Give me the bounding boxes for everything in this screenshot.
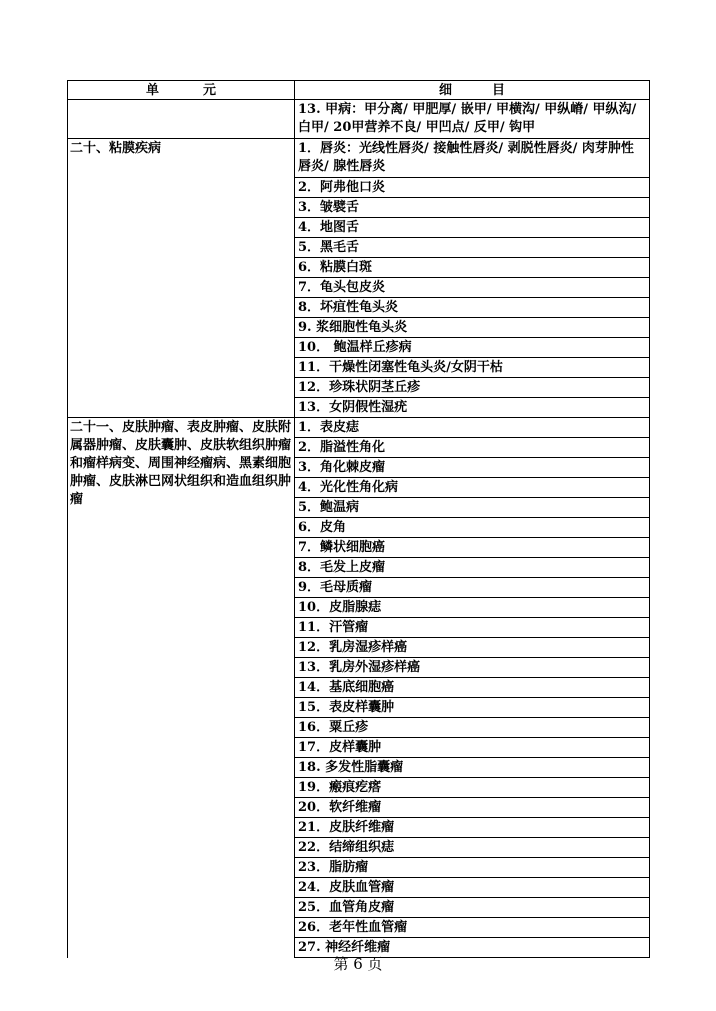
items-column: [294, 139, 650, 418]
item-cell: 3．角化棘皮瘤: [295, 458, 649, 478]
item-cell: 24．皮肤血管瘤: [295, 878, 649, 898]
item-cell: 2．阿弗他口炎: [295, 178, 649, 198]
item-cell: 21．皮肤纤维瘤: [295, 818, 649, 838]
item-cell: 20．软纤维瘤: [295, 798, 649, 818]
header-unit-char-2: 元: [203, 83, 217, 98]
item-cell: 8．坏疽性龟头炎: [295, 298, 649, 318]
catalog-table: [67, 80, 650, 958]
item-cell: 6．粘膜白斑: [295, 258, 649, 278]
item-cell: 10．皮脂腺痣: [295, 598, 649, 618]
item-cell: 2．脂溢性角化: [295, 438, 649, 458]
items-column: [294, 418, 650, 958]
header-items-char-2: 目: [492, 83, 506, 98]
header-unit-char-1: 单: [145, 83, 159, 98]
item-cell: 7．龟头包皮炎: [295, 278, 649, 298]
item-cell: 13．女阴假性湿疣: [295, 398, 649, 418]
item-cell: 17．皮样囊肿: [295, 738, 649, 758]
item-cell: 19．瘢痕疙瘩: [295, 778, 649, 798]
table-group: [67, 418, 650, 958]
item-cell: 4．光化性角化病: [295, 478, 649, 498]
item-cell: 18. 多发性脂囊瘤: [295, 758, 649, 778]
item-cell: 22．结缔组织痣: [295, 838, 649, 858]
header-items: [294, 80, 650, 100]
item-cell: 5．鲍温病: [295, 498, 649, 518]
page-number: 第 6 页: [333, 955, 383, 973]
item-cell: 9. 浆细胞性龟头炎: [295, 318, 649, 338]
table-group: [67, 100, 650, 139]
item-cell: 25．血管角皮瘤: [295, 898, 649, 918]
items-column: [294, 100, 650, 139]
table-body: [67, 100, 650, 958]
header-unit: [67, 80, 294, 100]
item-cell: 1．唇炎：光线性唇炎/ 接触性唇炎/ 剥脱性唇炎/ 肉芽肿性唇炎/ 腺性唇炎: [295, 139, 649, 178]
item-cell: 8．毛发上皮瘤: [295, 558, 649, 578]
item-cell: 1．表皮痣: [295, 418, 649, 438]
table-group: [67, 139, 650, 418]
table-header: [67, 80, 650, 100]
item-cell: 13．乳房外湿疹样癌: [295, 658, 649, 678]
item-cell: 15．表皮样囊肿: [295, 698, 649, 718]
header-items-char-1: 细: [438, 83, 452, 98]
unit-cell: 二十一、皮肤肿瘤、表皮肿瘤、皮肤附属器肿瘤、皮肤囊肿、皮肤软组织肿瘤和瘤样病变、周围神经瘤病、黑素细胞肿瘤、皮肤淋巴网状组织和造血组织肿瘤: [67, 418, 294, 958]
item-cell: 12．乳房湿疹样癌: [295, 638, 649, 658]
item-cell: 4．地图舌: [295, 218, 649, 238]
item-cell: 6．皮角: [295, 518, 649, 538]
item-cell: 7．鳞状细胞癌: [295, 538, 649, 558]
unit-cell: 二十、粘膜疾病: [67, 139, 294, 418]
item-cell: 16．粟丘疹: [295, 718, 649, 738]
item-cell: 12．珍珠状阴茎丘疹: [295, 378, 649, 398]
item-cell: 3．皱襞舌: [295, 198, 649, 218]
item-cell: 14．基底细胞癌: [295, 678, 649, 698]
item-cell: 5．黑毛舌: [295, 238, 649, 258]
item-cell: 11．干燥性闭塞性龟头炎/女阴干枯: [295, 358, 649, 378]
unit-cell: [67, 100, 294, 139]
item-cell: 11．汗管瘤: [295, 618, 649, 638]
item-cell: 26．老年性血管瘤: [295, 918, 649, 938]
item-cell: 13. 甲病：甲分离/ 甲肥厚/ 嵌甲/ 甲横沟/ 甲纵嵴/ 甲纵沟/ 白甲/ 20甲营养不良/ 甲凹点/ 反甲/ 钩甲: [295, 100, 649, 139]
item-cell: 10． 鲍温样丘疹病: [295, 338, 649, 358]
item-cell: 27. 神经纤维瘤: [295, 938, 649, 958]
item-cell: 9．毛母质瘤: [295, 578, 649, 598]
item-cell: 23．脂肪瘤: [295, 858, 649, 878]
